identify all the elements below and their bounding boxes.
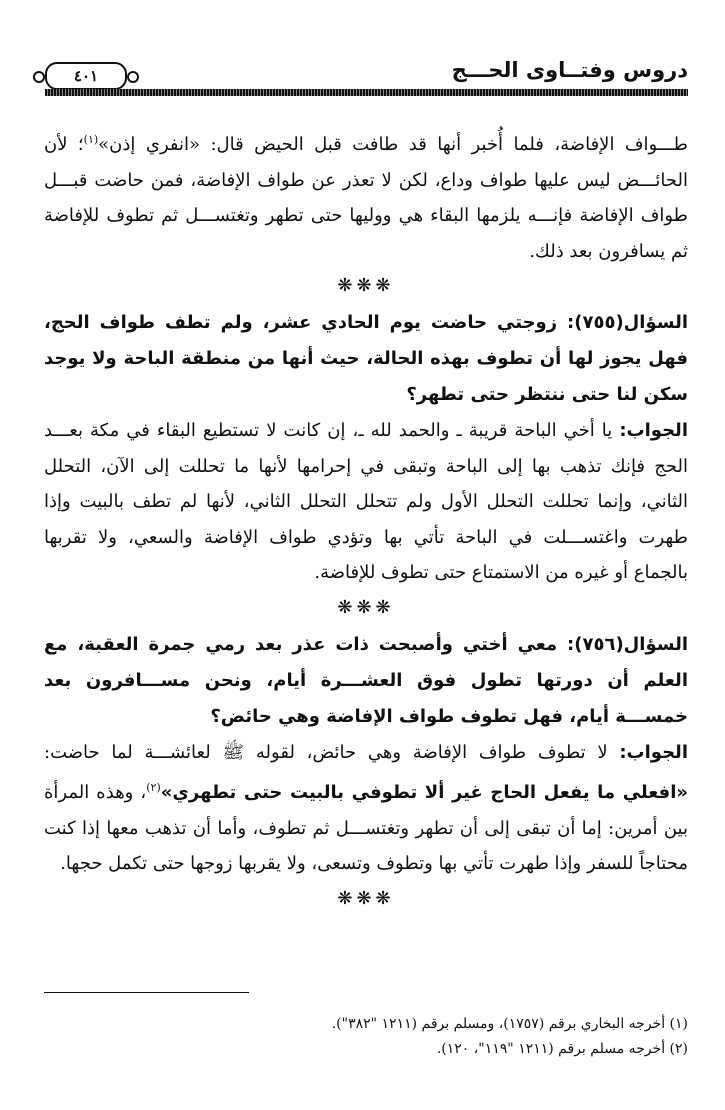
paragraph-continuation xyxy=(44,122,688,269)
page-header xyxy=(45,58,688,100)
footnote-ref-2: (٢) xyxy=(146,781,161,794)
page-body xyxy=(44,122,688,918)
question-755: السؤال(٧٥٥): زوجتي حاضت يوم الحادي عشر، ولم تطف طواف الحج، فهل يجوز لها أن تطوف بهذه الحالة، حيث أنها من منطقة الباحة ولا يوجد سكن لنا حتى ننتظر حتى تطهر؟ xyxy=(44,312,688,405)
header-divider xyxy=(45,89,688,96)
page-number-badge xyxy=(45,62,127,90)
section-separator: ❋❋❋ xyxy=(337,275,395,296)
answer-755 xyxy=(44,413,688,591)
footnotes xyxy=(44,1012,688,1062)
footnote-divider xyxy=(44,992,249,993)
answer-text: يا أخي الباحة قريبة ـ والحمد لله ـ، إن كانت لا تستطيع البقاء في مكة بعـــد الحج فإنك تذهب بها إلى الباحة وتبقى في إحرامها لأنها ما تحللت إلى الآن، التحلل الثاني، وإنما تحللت التحلل الأول ولم تتحلل التحلل الثاني، لأنها لم تطف بالبيت وإذا طهرت واغتســـلت في الباحة تأتي بها وتؤدي طواف الإفاضة والسعي، ولا تقربها بالجماع أو غيره من الاستمتاع حتى تطوف للإفاضة. xyxy=(44,420,688,583)
page-number: ٤٠١ xyxy=(73,67,99,85)
answer-756 xyxy=(44,735,688,882)
answer-text: لا تطوف طواف الإفاضة وهي حائض، لقوله ﷺ لعائشـــة لما حاضت: xyxy=(44,741,620,763)
section-separator: ❋❋❋ xyxy=(337,596,395,618)
answer-text: ، وهذه المرأة بين أمرين: إما أن تبقى إلى أن تطهر وتغتســـل ثم تطوف، وأما أن تذهب معها إذا كنت محتاجاً للسفر وإذا طهرت تأتي بها وتطوف وتسعى، ولا يقربها زوجها حتى تكمل حجها. xyxy=(44,782,688,874)
hadith-quote: «افعلي ما يفعل الحاج غير ألا تطوفي بالبيت حتى تطهري» xyxy=(160,782,688,803)
book-title: دروس وفتــاوى الحـــج xyxy=(451,58,688,82)
section-separator: ❋❋❋ xyxy=(337,887,395,909)
paragraph-text: طـــواف الإفاضة، فلما أُخبر أنها قد طافت قبل الحيض قال: «انفري إذن» xyxy=(98,134,688,155)
answer-label: الجواب: xyxy=(619,420,688,441)
footnote-2: (٢) أخرجه مسلم برقم (١٢١١ "١١٩"، ١٢٠). xyxy=(436,1041,688,1057)
paragraph-text: ؛ لأن الحائـــض ليس عليها طواف وداع، لكن لا تعذر عن طواف الإفاضة، فمن حاضت قبـــل طواف الإفاضة فإنـــه يلزمها البقاء هي ووليها حتى تطهر وتغتســـل ثم تطوف للإفاضة ثم يسافرون بعد ذلك. xyxy=(44,134,688,262)
footnote-ref-1: (١) xyxy=(83,133,99,146)
answer-label: الجواب: xyxy=(619,741,688,763)
question-756: السؤال(٧٥٦): معي أختي وأصبحت ذات عذر بعد رمي جمرة العقبة، مع العلم أن دورتها تطول فوق العشـــرة أيام، ونحن مســـافرون بعد خمســـة أيام، فهل تطوف طواف الإفاضة وهي حائض؟ xyxy=(44,633,688,727)
footnote-1: (١) أخرجه البخاري برقم (١٧٥٧)، ومسلم برقم (١٢١١ "٣٨٢"). xyxy=(331,1016,688,1032)
